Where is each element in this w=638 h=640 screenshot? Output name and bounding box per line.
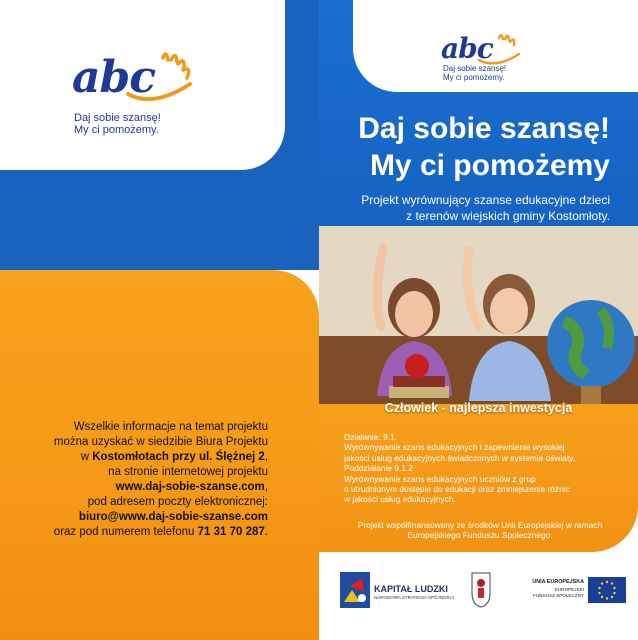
info-line-1: Wszelkie informacje na temat projektu [73, 421, 268, 433]
info-line-4: na stronie internetowej projektu [108, 466, 268, 478]
action-line-7: w jakości usług edukacyjnych. [344, 494, 456, 505]
headline [330, 110, 610, 184]
action-description [344, 432, 630, 505]
info-line-6: pod adresem poczty elektronicznej: [87, 496, 268, 508]
eu-label-2: EUROPEJSKI [554, 587, 584, 592]
website-link[interactable]: www.daj-sobie-szanse.com [115, 481, 265, 493]
cofinance-line-2: Europejskiego Funduszu Społecznego. [407, 530, 553, 541]
kapital-ludzki-subtitle: NARODOWA STRATEGIA SPÓJNOŚCI [374, 595, 455, 600]
abc-logo-word: abc [72, 52, 156, 103]
info-line-3: w Kostomłotach przy ul. Ślężnej 2, [80, 451, 268, 463]
action-line-4: Poddziałanie 9.1.2 [344, 463, 413, 474]
coat-of-arms-icon [471, 571, 491, 609]
email-link[interactable]: biuro@www.daj-sobie-szanse.com [78, 511, 268, 523]
info-line-5: www.daj-sobie-szanse.com, [115, 481, 268, 493]
coat-of-arms-shape [471, 571, 491, 609]
logo-tagline-2: My ci pomożemy. [74, 124, 159, 136]
info-line-8: oraz pod numerem telefonu 71 31 70 287. [53, 526, 268, 538]
logo-tagline-1: Daj sobie szansę! [74, 112, 161, 124]
subheadline [330, 192, 610, 224]
action-line-1: Działanie: 9.1. [344, 432, 398, 442]
kapital-ludzki-logo [340, 572, 455, 612]
kapital-ludzki-title: KAPITAŁ LUDZKI [374, 584, 448, 594]
abc-small-logo-word: abc [441, 32, 493, 65]
eu-label-1: UNIA EUROPEJSKA [532, 579, 584, 585]
contact-info [0, 420, 268, 540]
action-line-6: o utrudnionym dostępie do edukacji oraz zmniejszenie różnic [344, 484, 570, 495]
eu-flag-icon [588, 577, 626, 603]
right-logo-card [353, 0, 638, 92]
children-photo [319, 226, 638, 424]
children-photo-illustration [319, 226, 638, 424]
cofinance-note [330, 520, 630, 541]
subheadline-line-1: Projekt wyrównujący szanse edukacyjne dzieci [361, 193, 610, 207]
info-line-2: można uzyskać w siedzibie Biura Projektu [53, 436, 268, 448]
kapital-ludzki-icon [340, 572, 370, 608]
eu-label-3: FUNDUSZ SPOŁECZNY [532, 593, 584, 598]
headline-line-2: My ci pomożemy [369, 149, 610, 182]
caption-bar [319, 398, 638, 418]
headline-line-1: Daj sobie szansę! [358, 112, 610, 145]
small-logo-tagline-2: My ci pomożemy. [443, 73, 505, 82]
abc-logo [68, 48, 218, 138]
photo-caption: Człowiek - najlepsza inwestycja [384, 401, 573, 415]
action-line-3: jakości usług edukacyjnych świadczonych w systemie oświaty, [344, 452, 576, 463]
abc-small-logo [439, 30, 549, 86]
phone-number: 71 31 70 287 [197, 526, 265, 538]
eu-logo [528, 577, 628, 609]
small-logo-tagline-1: Daj sobie szansę! [443, 64, 507, 73]
left-logo-card [0, 0, 285, 170]
subheadline-line-2: z terenów wiejskich gminy Kostomłoty. [406, 209, 610, 223]
cofinance-line-1: Projekt współfinansowany ze środków Unii Europejskiej w ramach [357, 520, 603, 530]
action-line-2: Wyrównywanie szans edukacyjnych i zapewnienie wysokiej [344, 442, 565, 453]
info-line-7 [0, 510, 268, 525]
action-line-5: Wyrównywanie szans edukacyjnych uczniów z grup [344, 473, 536, 484]
